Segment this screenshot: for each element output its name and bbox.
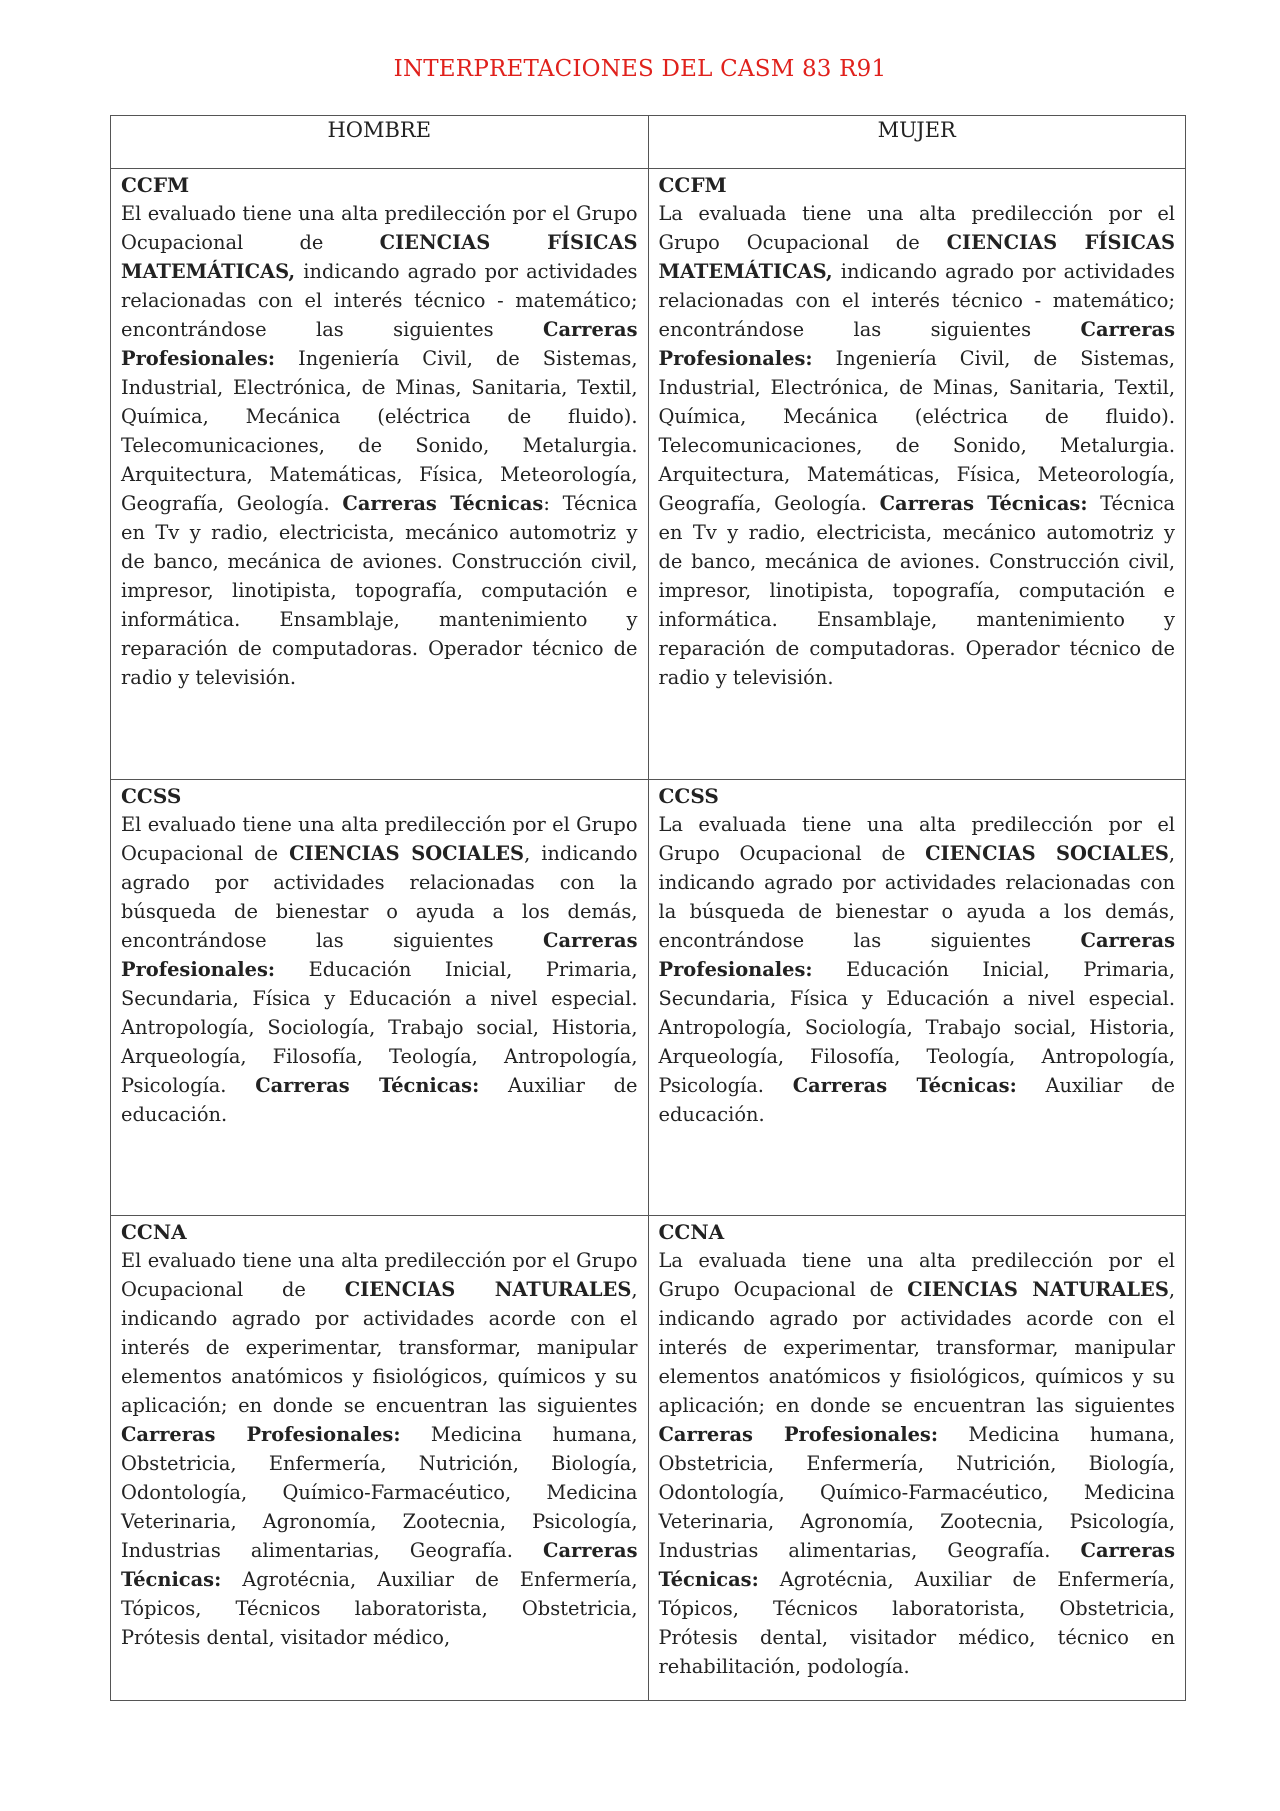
professional-careers-label: Carreras Profesionales: <box>658 929 1175 981</box>
group-name: CIENCIAS FÍSICAS MATEMÁTICAS, <box>121 231 638 283</box>
table-header-row <box>111 116 1186 169</box>
technical-careers-text: Técnica en Tv y radio, electricista, mecánico automotriz y de banco, mecánica de aviones. Construcción civil, impresor, linotipista, topografía, computación e informática. Ensamblaje, mantenimiento y reparación de computadoras. Operador técnico de radio y televisión. <box>658 492 1175 689</box>
interpretations-table <box>110 115 1186 1701</box>
group-name: CIENCIAS FÍSICAS MATEMÁTICAS, <box>658 231 1175 283</box>
professional-careers-text: Educación Inicial, Primaria, Secundaria, Física y Educación a nivel especial. Antropología, Sociología, Trabajo social, Historia, Arqueología, Filosofía, Teología, Antropología, Psicología. <box>121 958 638 1097</box>
professional-careers-label: Carreras Profesionales: <box>658 1423 939 1446</box>
group-code: CCNA <box>121 1220 187 1244</box>
professional-careers-label: Carreras Profesionales: <box>121 318 638 370</box>
technical-careers-text: Agrotécnia, Auxiliar de Enfermería, Tópicos, Técnicos laboratorista, Obstetricia, Prótesis dental, visitador médico, <box>121 1568 638 1649</box>
description-text: , indicando agrado por actividades relacionadas con la búsqueda de bienestar o ayuda a los demás, encontrándose las siguientes <box>658 842 1175 952</box>
description-text: La evaluada tiene una alta predilección por el Grupo Ocupacional de <box>658 202 1175 254</box>
group-code: CCSS <box>121 784 182 808</box>
description-text: El evaluado tiene una alta predilección por el Grupo Ocupacional de <box>121 1249 638 1301</box>
description-text: , indicando agrado por actividades relacionadas con la búsqueda de bienestar o ayuda a los demás, encontrándose las siguientes <box>121 842 638 952</box>
description-text: indicando agrado por actividades relacionadas con el interés técnico - matemático; encontrándose las siguientes <box>658 260 1175 341</box>
professional-careers-text: Medicina humana, Obstetricia, Enfermería, Nutrición, Biología, Odontología, Químico-Farmacéutico, Medicina Veterinaria, Agronomía, Zootecnia, Psicología, Industrias alimentarias, Geografía. <box>658 1423 1175 1562</box>
technical-careers-text: Auxiliar de educación. <box>658 1074 1175 1126</box>
professional-careers-label: Carreras Profesionales: <box>121 1423 401 1446</box>
technical-careers-text: Auxiliar de educación. <box>121 1074 638 1126</box>
group-name: CIENCIAS SOCIALES <box>925 842 1169 865</box>
technical-careers-label: Carreras Técnicas: <box>658 1539 1175 1591</box>
group-code: CCSS <box>658 784 719 808</box>
table-row-ccfm <box>111 169 1186 780</box>
group-code: CCFM <box>121 173 190 197</box>
technical-careers-label: Carreras Técnicas: <box>792 1074 1017 1097</box>
professional-careers-text: Ingeniería Civil, de Sistemas, Industrial, Electrónica, de Minas, Sanitaria, Textil, Química, Mecánica (eléctrica de fluido). Telecomunicaciones, de Sonido, Metalurgia. Arquitectura, Matemáticas, Física, Meteorología, Geografía, Geología. <box>658 347 1175 515</box>
column-header-mujer: MUJER <box>648 116 1186 169</box>
description-text: indicando agrado por actividades relacionadas con el interés técnico - matemático; encontrándose las siguientes <box>121 260 638 341</box>
technical-careers-label: Carreras Técnicas <box>342 492 544 515</box>
description-text: El evaluado tiene una alta predilección por el Grupo Ocupacional de <box>121 202 638 254</box>
cell-mujer-ccss <box>648 780 1186 1216</box>
cell-mujer-ccna <box>648 1216 1186 1701</box>
group-name: CIENCIAS SOCIALES <box>289 842 525 865</box>
group-name: CIENCIAS NATURALES <box>907 1278 1169 1301</box>
technical-careers-label: Carreras Técnicas: <box>879 492 1088 515</box>
column-header-hombre: HOMBRE <box>111 116 649 169</box>
description-text: , indicando agrado por actividades acorde con el interés de experimentar, transformar, manipular elementos anatómicos y fisiológicos, químicos y su aplicación; en donde se encuentran las siguientes <box>658 1278 1176 1417</box>
technical-careers-label: Carreras Técnicas: <box>255 1074 480 1097</box>
description-text: , indicando agrado por actividades acorde con el interés de experimentar, transformar, manipular elementos anatómicos y fisiológicos, químicos y su aplicación; en donde se encuentran las siguientes <box>121 1278 638 1417</box>
technical-careers-text: : Técnica en Tv y radio, electricista, mecánico automotriz y de banco, mecánica de aviones. Construcción civil, impresor, linotipista, topografía, computación e informática. Ensamblaje, mantenimiento y reparación de computadoras. Operador técnico de radio y televisión. <box>121 492 638 689</box>
professional-careers-text: Educación Inicial, Primaria, Secundaria, Física y Educación a nivel especial. Antropología, Sociología, Trabajo social, Historia, Arqueología, Filosofía, Teología, Antropología, Psicología. <box>658 958 1175 1097</box>
cell-mujer-ccfm <box>648 169 1186 780</box>
group-code: CCNA <box>658 1220 725 1244</box>
table-row-ccna <box>111 1216 1186 1701</box>
table-row-ccss <box>111 780 1186 1216</box>
technical-careers-label: Carreras Técnicas: <box>121 1539 638 1591</box>
group-code: CCFM <box>658 173 727 197</box>
professional-careers-label: Carreras Profesionales: <box>121 929 638 981</box>
group-name: CIENCIAS NATURALES <box>344 1278 632 1301</box>
professional-careers-text: Medicina humana, Obstetricia, Enfermería, Nutrición, Biología, Odontología, Químico-Farmacéutico, Medicina Veterinaria, Agronomía, Zootecnia, Psicología, Industrias alimentarias, Geografía. <box>121 1423 638 1562</box>
cell-hombre-ccfm <box>111 169 649 780</box>
description-text: La evaluada tiene una alta predilección por el Grupo Ocupacional de <box>658 1249 1175 1301</box>
professional-careers-text: Ingeniería Civil, de Sistemas, Industrial, Electrónica, de Minas, Sanitaria, Textil, Química, Mecánica (eléctrica de fluido). Telecomunicaciones, de Sonido, Metalurgia. Arquitectura, Matemáticas, Física, Meteorología, Geografía, Geología. <box>121 347 638 515</box>
technical-careers-text: Agrotécnia, Auxiliar de Enfermería, Tópicos, Técnicos laboratorista, Obstetricia, Prótesis dental, visitador médico, técnico en rehabilitación, podología. <box>658 1568 1175 1678</box>
description-text: El evaluado tiene una alta predilección por el Grupo Ocupacional de <box>121 813 638 865</box>
professional-careers-label: Carreras Profesionales: <box>658 318 1175 370</box>
document-title: INTERPRETACIONES DEL CASM 83 R91 <box>393 56 887 82</box>
cell-hombre-ccna <box>111 1216 649 1701</box>
cell-hombre-ccss <box>111 780 649 1216</box>
description-text: La evaluada tiene una alta predilección por el Grupo Ocupacional de <box>658 813 1175 865</box>
